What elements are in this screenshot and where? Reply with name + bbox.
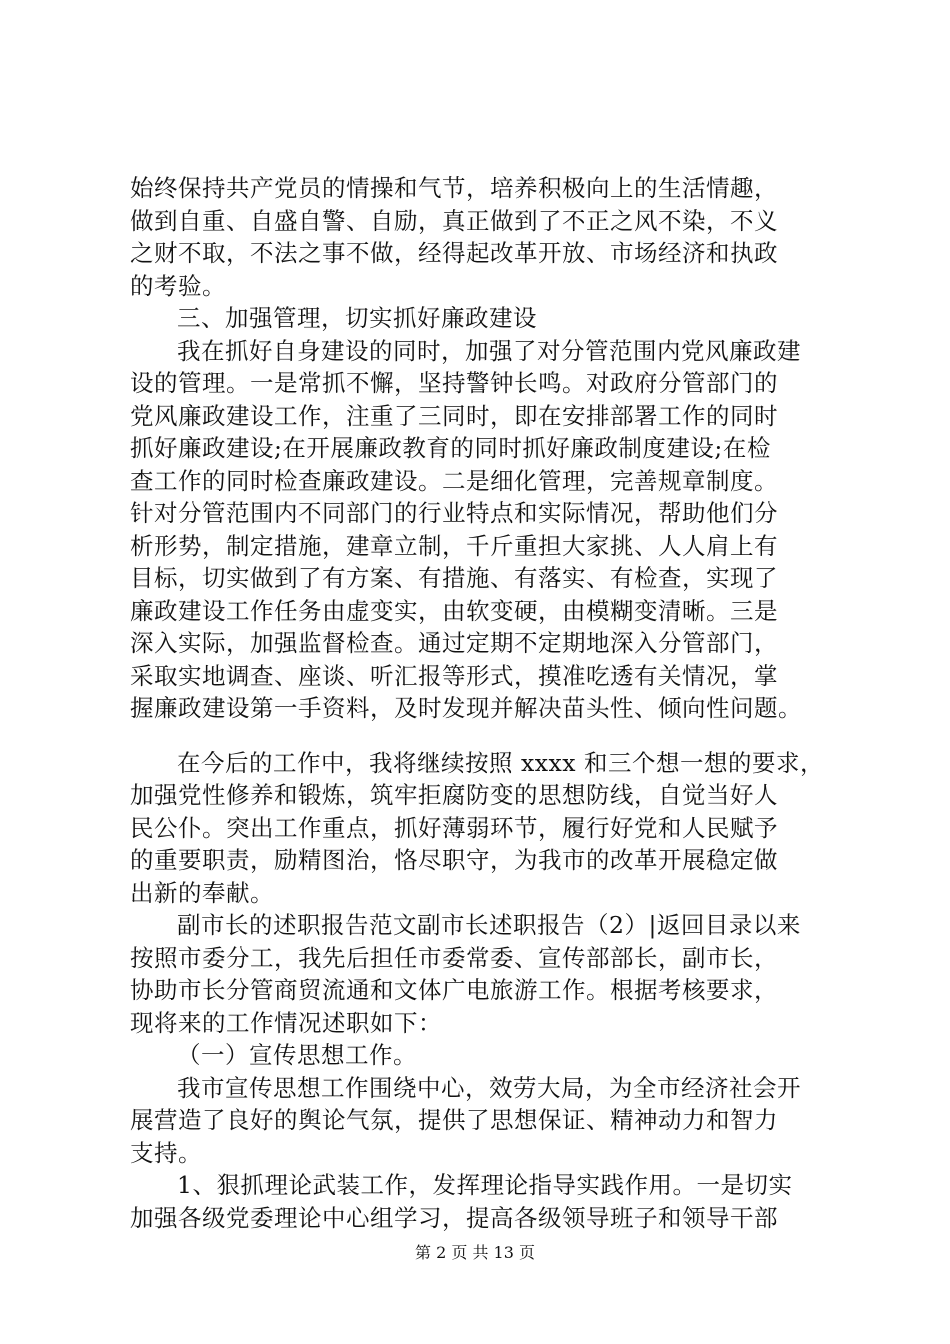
text-line: 协助市长分管商贸流通和文体广电旅游工作。根据考核要求， <box>130 976 778 1004</box>
text-line: 廉政建设工作任务由虚变实，由软变硬，由模糊变清晰。三是 <box>130 596 778 625</box>
text-line: 针对分管范围内不同部门的行业特点和实际情况，帮助他们分 <box>130 499 778 527</box>
text-line: 展营造了良好的舆论气氛，提供了思想保证、精神动力和智力 <box>130 1106 778 1134</box>
text-line: 的重要职责，励精图治，恪尽职守，为我市的改革开展稳定做 <box>130 846 778 874</box>
paragraph-gap <box>130 725 830 747</box>
text-line: 始终保持共产党员的情操和气节，培养积极向上的生活情趣， <box>130 174 778 202</box>
text-line: 民公仆。突出工作重点，抓好薄弱环节，履行好党和人民赋予 <box>130 813 778 842</box>
text-line: 抓好廉政建设;在开展廉政教育的同时抓好廉政制度建设;在检 <box>130 434 771 462</box>
text-line: 目标，切实做到了有方案、有措施、有落实、有检查，实现了 <box>130 564 778 592</box>
text-line: 查工作的同时检查廉政建设。二是细化管理，完善规章制度。 <box>130 466 778 495</box>
text-line: 深入实际，加强监督检查。通过定期不定期地深入分管部门， <box>130 629 778 657</box>
text-line: 我在抓好自身建设的同时，加强了对分管范围内党风廉政建 <box>177 336 801 365</box>
text-line: 握廉政建设第一手资料，及时发现并解决苗头性、倾向性问题。 <box>130 694 802 722</box>
text-line: 1、狠抓理论武装工作，发挥理论指导实践作用。一是切实 <box>177 1171 793 1199</box>
text-line: 加强党性修养和锻炼，筑牢拒腐防变的思想防线，自觉当好人 <box>130 781 778 809</box>
section-heading: 三、加强管理，切实抓好廉政建设 <box>177 304 537 332</box>
section-heading: （一）宣传思想工作。 <box>177 1041 417 1069</box>
text-line: 我市宣传思想工作围绕中心，效劳大局，为全市经济社会开 <box>177 1073 801 1102</box>
text-line: 现将来的工作情况述职如下： <box>130 1008 442 1037</box>
text-line: 析形势，制定措施，建章立制，千斤重担大家挑、人人肩上有 <box>130 531 778 560</box>
text-line: 之财不取，不法之事不做，经得起改革开放、市场经济和执政 <box>130 239 778 267</box>
text-line: 加强各级党委理论中心组学习，提高各级领导班子和领导干部 <box>130 1203 778 1232</box>
text-line: 出新的奉献。 <box>130 878 274 907</box>
document-body <box>130 172 830 1234</box>
text-line: 支持。 <box>130 1138 202 1167</box>
text-line: 在今后的工作中，我将继续按照 xxxx 和三个想一想的要求， <box>177 748 824 777</box>
text-line: 采取实地调查、座谈、听汇报等形式，摸准吃透有关情况，掌 <box>130 661 778 690</box>
text-line: 设的管理。一是常抓不懈，坚持警钟长鸣。对政府分管部门的 <box>130 369 778 397</box>
text-line: 做到自重、自盛自警、自励，真正做到了不正之风不染，不义 <box>130 206 778 235</box>
text-line: 党风廉政建设工作，注重了三同时，即在安排部署工作的同时 <box>130 401 778 430</box>
text-line: 的考验。 <box>130 271 226 300</box>
text-line: 按照市委分工，我先后担任市委常委、宣传部部长，副市长， <box>130 943 778 972</box>
text-line: 副市长的述职报告范文副市长述职报告（2）|返回目录以来 <box>177 911 801 939</box>
page-number-footer: 第 2 页 共 13 页 <box>415 1243 535 1262</box>
